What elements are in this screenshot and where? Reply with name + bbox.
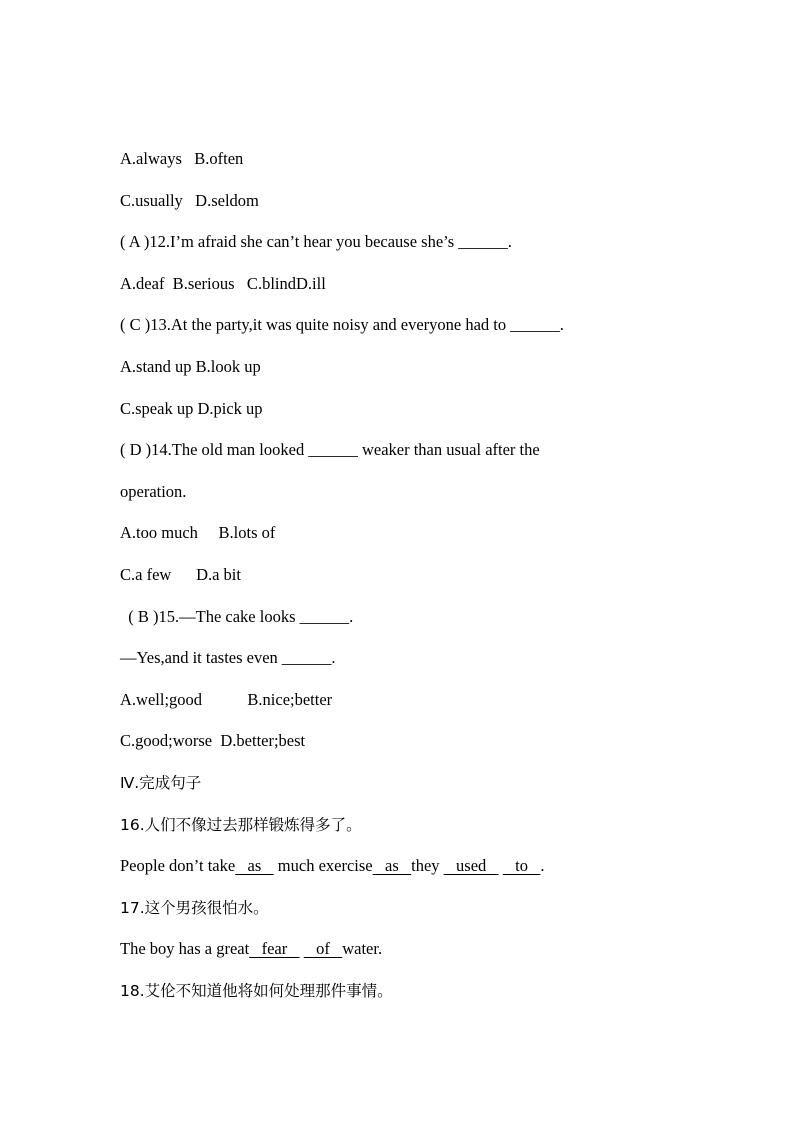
q15-options-ab: A.well;good B.nice;better: [120, 690, 333, 709]
q13-stem: ( C )13.At the party,it was quite noisy and everyone had to ______.: [120, 315, 564, 334]
q13-options-cd: C.speak up D.pick up: [120, 399, 263, 418]
q17-answer-2: of: [303, 939, 343, 958]
q16-text-1: People don’t take: [120, 856, 236, 875]
q14-options-ab: A.too much B.lots of: [120, 523, 276, 542]
q14-stem-line2: operation.: [120, 482, 187, 501]
q13-options-ab: A.stand up B.look up: [120, 357, 261, 376]
q16-answer-4: to: [502, 856, 541, 875]
q16-text-3: they: [411, 856, 444, 875]
q16-answer-1: as: [235, 856, 274, 875]
q17-answer-1: fear: [249, 939, 300, 958]
q17-prompt: 17.这个男孩很怕水。: [120, 899, 269, 917]
q17-text-3: water.: [342, 939, 383, 958]
q16-prompt: 16.人们不像过去那样锻炼得多了。: [120, 816, 362, 834]
section-heading: Ⅳ.完成句子: [120, 774, 202, 792]
q14-stem-line1: ( D )14.The old man looked ______ weaker than usual after the: [120, 440, 540, 459]
q17-text-1: The boy has a great: [120, 939, 250, 958]
q16-answer-2: as: [372, 856, 412, 875]
q11-options-cd: C.usually D.seldom: [120, 191, 259, 210]
q16-text-2: much exercise: [273, 856, 373, 875]
q15-stem: ( B )15.—The cake looks ______.: [120, 607, 354, 626]
q16-answer-3: used: [443, 856, 499, 875]
q12-stem: ( A )12.I’m afraid she can’t hear you because she’s ______.: [120, 232, 512, 251]
q14-options-cd: C.a few D.a bit: [120, 565, 241, 584]
q12-options: A.deaf B.serious C.blindD.ill: [120, 274, 326, 293]
q17-sentence: [120, 939, 382, 959]
q15-options-cd: C.good;worse D.better;best: [120, 731, 306, 750]
q16-sentence: [120, 856, 545, 876]
q15-reply: —Yes,and it tastes even ______.: [120, 648, 336, 667]
q11-options-ab: A.always B.often: [120, 149, 244, 168]
q16-text-5: .: [540, 856, 545, 875]
q18-prompt: 18.艾伦不知道他将如何处理那件事情。: [120, 982, 393, 1000]
